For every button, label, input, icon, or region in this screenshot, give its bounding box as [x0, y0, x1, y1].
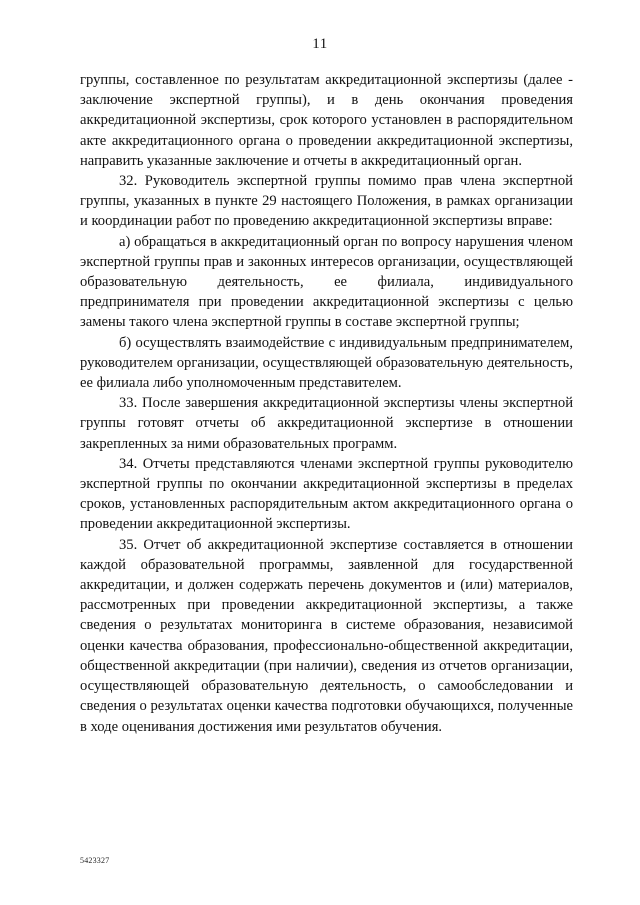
paragraph-32-a: а) обращаться в аккредитационный орган по вопросу нарушения членом экспертной группы прав и законных интересов организации, осуществляющей образовательную деятельность, ее филиала, индивидуального предпринимателя при проведении аккредитационной экспертизы с целью замены такого члена экспертной группы в составе экспертной группы;: [80, 233, 573, 331]
paragraph-33: 33. После завершения аккредитационной экспертизы члены экспертной группы готовят отчеты об аккредитационной экспертизе в отношении закрепленных за ними образовательных программ.: [80, 395, 573, 452]
document-code: 5423327: [80, 856, 110, 865]
paragraph-34: 34. Отчеты представляются членами экспертной группы руководителю экспертной группы по окончании аккредитационной экспертизы в пределах сроков, установленных распорядительным актом аккредитационного органа о проведении аккредитационной экспертизы.: [80, 455, 573, 533]
paragraph-32-b: б) осуществлять взаимодействие с индивидуальным предпринимателем, руководителем организации, осуществляющей образовательную деятельность, ее филиала либо уполномоченным представителем.: [80, 334, 573, 392]
paragraph-35: 35. Отчет об аккредитационной экспертизе составляется в отношении каждой образовательной программы, заявленной для государственной аккредитации, и должен содержать перечень документов и (или) материалов, рассмотренных при проведении аккредитационной экспертизы, а также сведения о результатах мониторинга в системе образования, независимой оценки качества образования, профессионально-общественной аккредитации, общественной аккредитации (при наличии), сведения из отчетов организации, осуществляющей образовательную деятельность, о самообследовании и сведения о результатах оценки качества подготовки обучающихся, полученные в ходе оценивания достижения ими результатов обучения.: [80, 536, 573, 735]
document-body: [80, 70, 573, 737]
paragraph-continuation: группы, составленное по результатам аккредитационной экспертизы (далее - заключение экспертной группы), и в день окончания проведения аккредитационной экспертизы, срок которого установлен в распорядительном акте аккредитационного органа о проведении аккредитационной экспертизы, направить указанные заключение и отчеты в аккредитационный орган.: [80, 72, 573, 169]
page-number: 11: [312, 36, 328, 52]
paragraph-32: 32. Руководитель экспертной группы помимо прав члена экспертной группы, указанных в пункте 29 настоящего Положения, в рамках организации и координации работ по проведению аккредитационной экспертизы вправе:: [80, 173, 573, 230]
